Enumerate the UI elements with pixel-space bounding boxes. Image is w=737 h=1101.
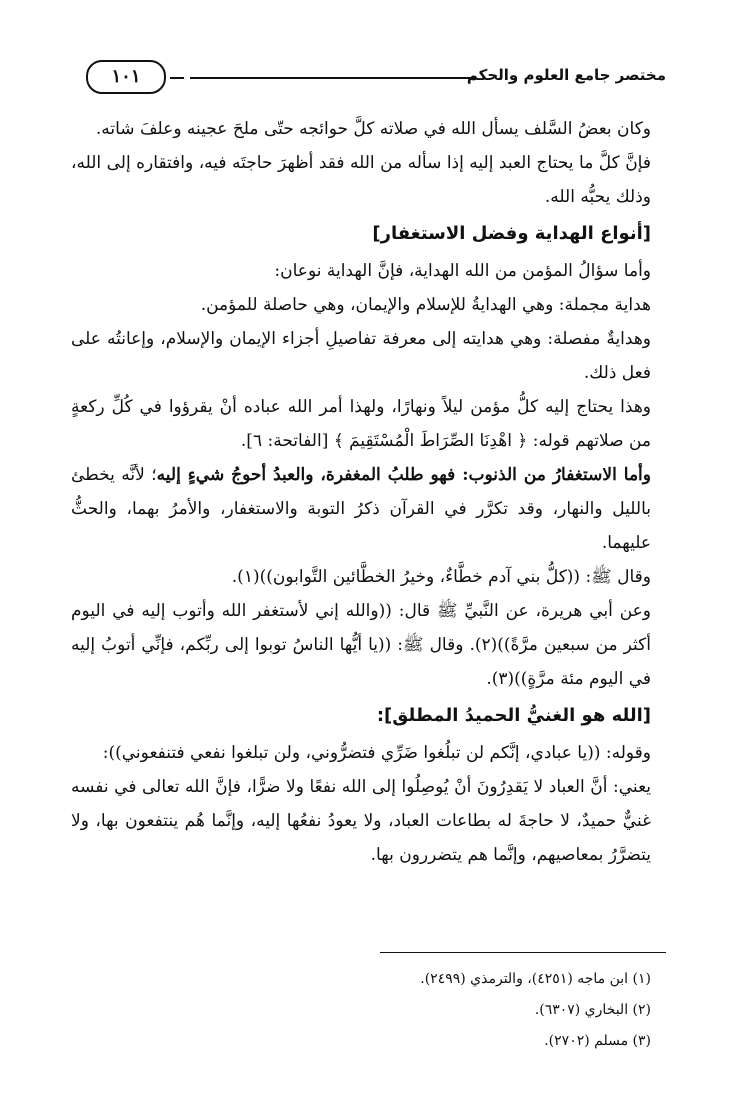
body-text — [71, 112, 651, 872]
paragraph: وهدايةٌ مفصلة: وهي هدايته إلى معرفة تفاصيلِ أجزاء الإيمان والإسلام، وإعانتُه على فعل ذلك. — [71, 329, 651, 383]
running-title: مختصر جامع العلوم والحكم — [466, 66, 666, 84]
paragraph: يعني: أنَّ العباد لا يَقدِرُونَ أنْ يُوصِلُوا إلى الله نفعًا ولا ضرًّا، فإنَّ الله تعالى في نفسه غنيٌّ حميدٌ، لا حاجةَ له بطاعات العباد، ولا يعودُ نفعُها إليه، وإنَّما هُم ينتفعون بها، ولا يتضرَّرُ بمعاصيهم، وإنَّما هم يتضررون بها. — [71, 777, 651, 865]
footnote-rule — [380, 952, 666, 953]
paragraph: وعن أبي هريرة، عن النَّبيِّ ﷺ قال: ((والله إني لأستغفر الله وأتوب إليه في اليوم أكثر من سبعين مرَّةً))(٢). وقال ﷺ: ((يا أيُّها الناسُ توبوا إلى ربِّكم، فإنِّي أتوبُ إليه في اليوم مئة مرَّةٍ))(٣). — [71, 601, 651, 689]
paragraph: وكان بعضُ السَّلف يسأل الله في صلاته كلَّ حوائجه حتّى ملحَ عجينه وعلفَ شاته. — [95, 119, 651, 139]
paragraph: هداية مجملة: وهي الهدايةُ للإسلام والإيمان، وهي حاصلة للمؤمن. — [200, 295, 651, 315]
paragraph: فإنَّ كلَّ ما يحتاج العبد إليه إذا سأله من الله فقد أظهرَ حاجتَه فيه، وافتقاره إلى الله، وذلك يحبُّه الله. — [71, 153, 651, 207]
section-heading: [الله هو الغنيُّ الحميدُ المطلق]: — [376, 705, 651, 726]
footnotes — [71, 964, 651, 1057]
page-header — [86, 58, 666, 98]
header-rule — [190, 77, 476, 79]
section-heading: [أنواع الهداية وفضل الاستغفار] — [372, 223, 651, 244]
paragraph-rest: ؛ لأنَّه يخطئ بالليل والنهار، وقد تكرَّر في القرآن ذكرُ التوبة والاستغفار، والأمرُ بهما، والحثُّ عليهما. — [71, 465, 651, 553]
paragraph: وهذا يحتاج إليه كلُّ مؤمن ليلاً ونهارًا، ولهذا أمر الله عباده أنْ يقرؤوا في كُلِّ ركعةٍ من صلاتهم قوله: ﴿ اهْدِنَا الصِّرَاطَ الْمُسْتَقِيمَ ﴾ [الفاتحة: ٦]. — [71, 397, 651, 451]
paragraph: وقال ﷺ: ((كلُّ بني آدم خطَّاءٌ، وخيرُ الخطَّائين التَّوابون))(١). — [231, 567, 651, 587]
paragraph: وقوله: ((يا عبادي، إنَّكم لن تبلُغوا ضَرِّي فتضرُّوني، ولن تبلغوا نفعي فتنفعوني)): — [102, 743, 651, 763]
bold-lead: وأما الاستغفارُ من الذنوب: فهو طلبُ المغفرة، والعبدُ أحوجُ شيءٍ إليه — [156, 465, 651, 485]
header-dash — [170, 77, 184, 79]
paragraph: وأما سؤالُ المؤمن من الله الهداية، فإنَّ الهداية نوعان: — [274, 261, 651, 281]
page-number: ١٠١ — [86, 60, 166, 94]
footnote: (٣) مسلم (٢٧٠٢). — [544, 1033, 651, 1049]
footnote: (٢) البخاري (٦٣٠٧). — [534, 1002, 651, 1018]
footnote: (١) ابن ماجه (٤٢٥١)، والترمذي (٢٤٩٩). — [420, 971, 651, 987]
paragraph — [71, 458, 651, 560]
